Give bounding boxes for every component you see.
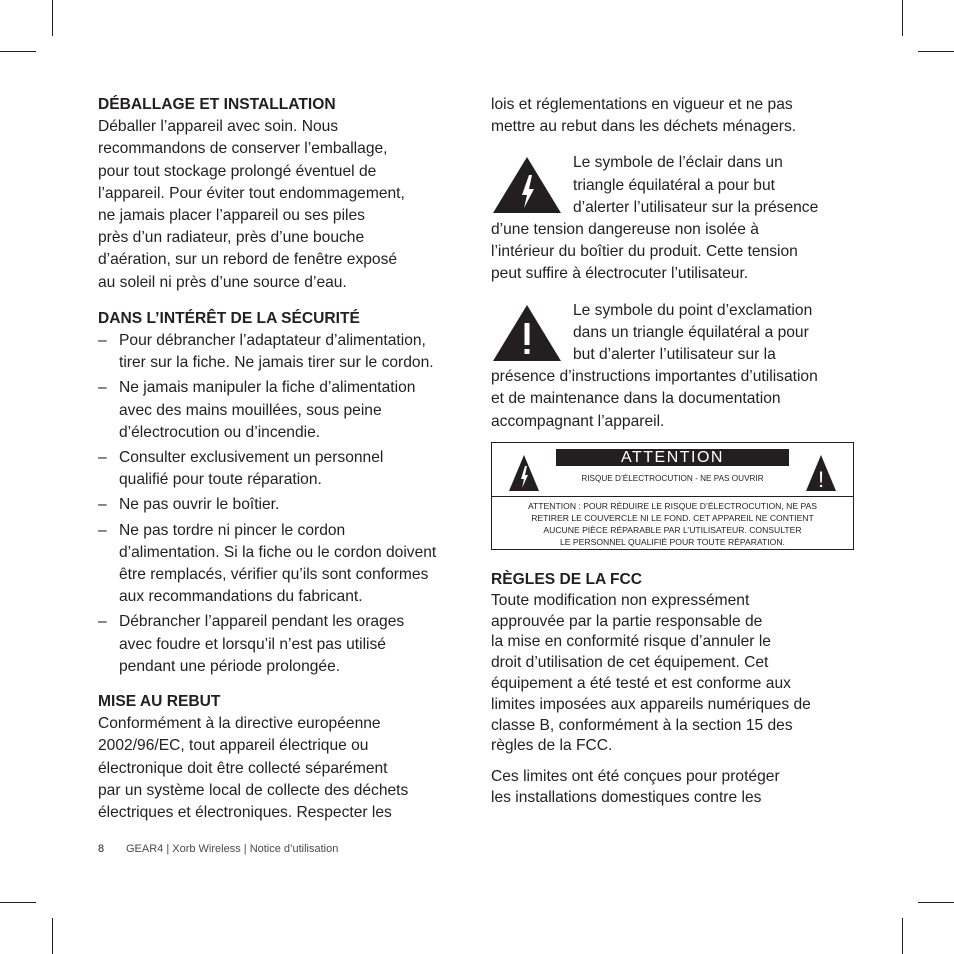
text-line: Débrancher l’appareil pendant les orages — [119, 613, 405, 631]
text-line: 2002/96/EC, tout appareil électrique ou — [98, 737, 369, 755]
text-line: au soleil ni près d’une source d’eau. — [98, 273, 347, 291]
dash-bullet: – — [98, 496, 107, 514]
section-disposal — [98, 691, 470, 824]
crop-mark — [52, 0, 53, 36]
text-line: d’aération, sur un rebord de fenêtre exposé — [98, 251, 398, 269]
text-line: d’alerter l’utilisateur sur la présence — [573, 198, 819, 216]
left-column — [98, 94, 470, 838]
dash-bullet: – — [98, 332, 107, 350]
text-line: d’une tension dangereuse non isolée à — [491, 221, 759, 239]
text-line: équipement a été testé et est conforme aux — [491, 674, 791, 692]
text-line: accompagnant l’appareil. — [491, 412, 665, 430]
paragraph — [98, 116, 470, 294]
paragraph — [491, 94, 857, 138]
attention-label — [491, 442, 854, 550]
text-line: triangle équilatéral a pour but — [573, 176, 775, 194]
crop-mark — [902, 0, 903, 36]
text-line: Déballer l’appareil avec soin. Nous — [98, 118, 339, 136]
text-line: avec foudre et lorsqu’il n’est pas utilisé — [119, 635, 386, 653]
text-line: peut suffire à électrocuter l’utilisateur. — [491, 265, 749, 283]
text-line: Le symbole de l’éclair dans un — [573, 154, 783, 172]
text-line: être remplacés, vérifier qu’ils sont conformes — [119, 566, 429, 584]
text-line: l’intérieur du boîtier du produit. Cette tension — [491, 243, 798, 261]
list-item — [98, 447, 470, 491]
section-unpacking — [98, 94, 470, 294]
attention-title: ATTENTION — [556, 449, 789, 466]
text-line: Toute modification non expressément — [491, 591, 750, 609]
text-line: Conformément à la directive européenne — [98, 715, 381, 733]
paragraph — [491, 591, 857, 757]
text-line: Ne jamais manipuler la fiche d’alimentation — [119, 379, 416, 397]
text-line: aux recommandations du fabricant. — [119, 588, 363, 606]
list-item — [98, 611, 470, 678]
text-line: d’électrocution ou d’incendie. — [119, 423, 321, 441]
list-item — [98, 377, 470, 444]
text-line: présence d’instructions importantes d’utilisation — [491, 368, 818, 386]
page-number: 8 — [98, 843, 105, 855]
crop-mark — [0, 902, 36, 903]
crop-mark — [52, 918, 53, 954]
section-heading: DÉBALLAGE ET INSTALLATION — [98, 96, 336, 113]
text-line: droit d’utilisation de cet équipement. Cet — [491, 654, 769, 672]
text-line: AUCUNE PIÈCE RÉPARABLE PAR L’UTILISATEUR. CONSULTER — [543, 525, 802, 535]
exclamation-glyph: ! — [817, 467, 825, 492]
text-line: par un système local de collecte des déchets — [98, 781, 409, 799]
section-safety — [98, 308, 470, 678]
text-line: pour tout stockage prolongé éventuel de — [98, 162, 377, 180]
text-line: règles de la FCC. — [491, 737, 613, 755]
text-line: et de maintenance dans la documentation — [491, 390, 781, 408]
attention-header — [492, 443, 853, 497]
text-line: électronique doit être collecté séparément — [98, 759, 388, 777]
text-line: dans un triangle équilatéral a pour — [573, 323, 809, 341]
lightning-notice — [491, 152, 857, 285]
text-line: Ces limites ont été conçues pour protéger — [491, 768, 780, 786]
right-column — [491, 94, 857, 433]
dash-bullet: – — [98, 379, 107, 397]
text-line: avec des mains mouillées, sous peine — [119, 401, 382, 419]
text-line: mettre au rebut dans les déchets ménagers. — [491, 118, 797, 136]
text-line: pendant une période prolongée. — [119, 657, 341, 675]
text-line: électriques et électroniques. Respecter les — [98, 804, 392, 822]
section-heading: DANS L’INTÉRÊT DE LA SÉCURITÉ — [98, 309, 360, 327]
section-fcc — [491, 570, 857, 809]
paragraph — [98, 713, 470, 824]
text-line: d’alimentation. Si la fiche ou le cordon doivent — [119, 543, 437, 561]
attention-text — [492, 500, 853, 548]
crop-mark — [0, 51, 36, 52]
text-line: l’appareil. Pour éviter tout endommagement, — [98, 184, 405, 202]
lightning-triangle-icon — [491, 155, 563, 215]
text-line: lois et réglementations en vigueur et ne pas — [491, 96, 793, 113]
dash-bullet: – — [98, 613, 107, 631]
text-line: ne jamais placer l’appareil ou ses piles — [98, 207, 365, 225]
text-line: Ne pas tordre ni pincer le cordon — [119, 521, 346, 539]
paragraph — [491, 767, 857, 809]
text-line: classe B, conformément à la section 15 des — [491, 716, 793, 734]
text-line: Pour débrancher l’adaptateur d’alimentation, — [119, 332, 426, 350]
safety-list — [98, 330, 470, 678]
dash-bullet: – — [98, 449, 107, 467]
lightning-triangle-icon — [508, 454, 540, 492]
text-line: ATTENTION : POUR RÉDUIRE LE RISQUE D’ÉLECTROCUTION, NE PAS — [527, 501, 818, 511]
section-heading: RÈGLES DE LA FCC — [491, 571, 643, 588]
text-line: RETIRER LE COUVERCLE NI LE FOND. CET APPAREIL NE CONTIENT — [531, 513, 814, 523]
text-line: but d’alerter l’utilisateur sur la — [573, 346, 776, 364]
text-line: recommandons de conserver l’emballage, — [98, 140, 388, 158]
exclamation-triangle-icon — [805, 454, 837, 492]
text-line: Le symbole du point d’exclamation — [573, 301, 813, 319]
section-heading: MISE AU REBUT — [98, 693, 221, 711]
text-line: qualifié pour toute réparation. — [119, 471, 322, 489]
text-line: LE PERSONNEL QUALIFIÉ POUR TOUTE RÉPARATION. — [560, 537, 785, 547]
footer-text: GEAR4 | Xorb Wireless | Notice d’utilisation — [126, 843, 339, 855]
dash-bullet: – — [98, 521, 107, 539]
text-line: Consulter exclusivement un personnel — [119, 449, 384, 467]
text-line: tirer sur la fiche. Ne jamais tirer sur le cordon. — [119, 354, 434, 372]
text-line: approuvée par la partie responsable de — [491, 612, 763, 630]
page-footer — [98, 843, 338, 855]
crop-mark — [918, 902, 954, 903]
exclamation-triangle-icon — [491, 303, 563, 363]
attention-subtitle: RISQUE D’ÉLECTROCUTION - NE PAS OUVRIR — [581, 474, 764, 483]
list-item — [98, 494, 470, 516]
list-item — [98, 330, 470, 374]
list-item — [98, 520, 470, 609]
text-line: les installations domestiques contre les — [491, 788, 762, 806]
text-line: la mise en conformité risque d’annuler le — [491, 633, 771, 651]
exclamation-notice — [491, 300, 857, 433]
crop-mark — [902, 918, 903, 954]
text-line: Ne pas ouvrir le boîtier. — [119, 496, 280, 514]
text-line: près d’un radiateur, près d’une bouche — [98, 229, 365, 247]
text-line: limites imposées aux appareils numériques de — [491, 695, 811, 713]
crop-mark — [918, 51, 954, 52]
